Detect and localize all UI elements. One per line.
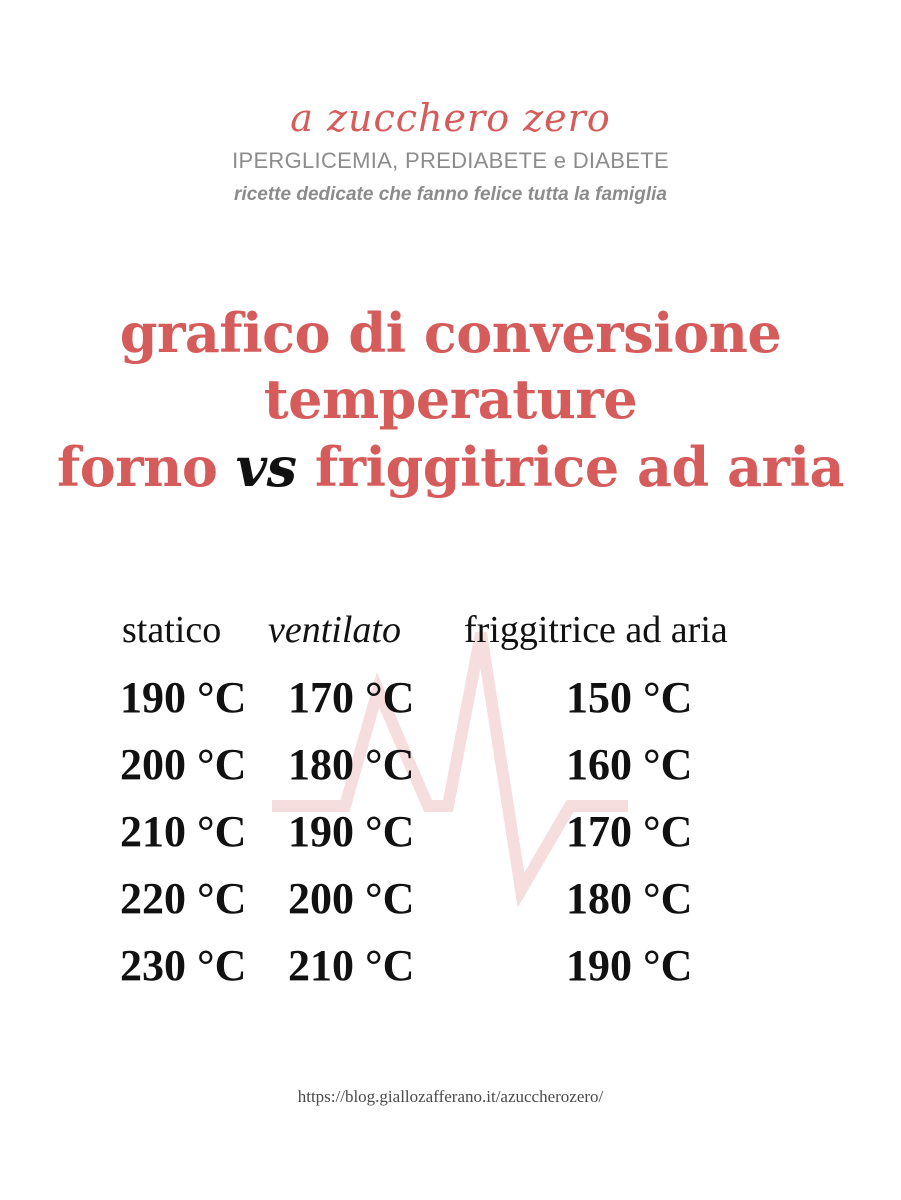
table-cell: 200 °C (120, 740, 247, 789)
table-cell: 180 °C (566, 874, 693, 923)
table-cell: 150 °C (566, 673, 693, 722)
table-cell: 190 °C (288, 807, 415, 856)
headline-line-2: temperature (263, 367, 638, 431)
table-cell: 190 °C (120, 673, 247, 722)
table-cell: 160 °C (566, 740, 693, 789)
headline-line-1: grafico di conversione (119, 301, 782, 365)
table-cell: 200 °C (288, 874, 415, 923)
table-cell: 230 °C (120, 941, 247, 990)
table-cell: 180 °C (288, 740, 415, 789)
footer-url: https://blog.giallozafferano.it/azuccherozero/ (297, 1087, 604, 1106)
table-cell: 190 °C (566, 941, 693, 990)
table-cell: 170 °C (566, 807, 693, 856)
table-cell: 210 °C (288, 941, 415, 990)
header-ventilato: ventilato (268, 609, 401, 651)
brand-subtitle: IPERGLICEMIA, PREDIABETE e DIABETE (232, 148, 669, 173)
headline-friggitrice: friggitrice ad aria (314, 435, 845, 499)
brand-name: a zucchero zero (290, 96, 611, 140)
table-cell: 220 °C (120, 874, 247, 923)
header-friggitrice: friggitrice ad aria (464, 609, 728, 651)
table-cell: 170 °C (288, 673, 415, 722)
table-cell: 210 °C (120, 807, 247, 856)
header-statico: statico (122, 609, 222, 651)
headline-vs: vs (235, 435, 297, 499)
brand-tagline: ricette dedicate che fanno felice tutta la famiglia (234, 184, 667, 205)
headline-forno: forno (56, 435, 218, 499)
